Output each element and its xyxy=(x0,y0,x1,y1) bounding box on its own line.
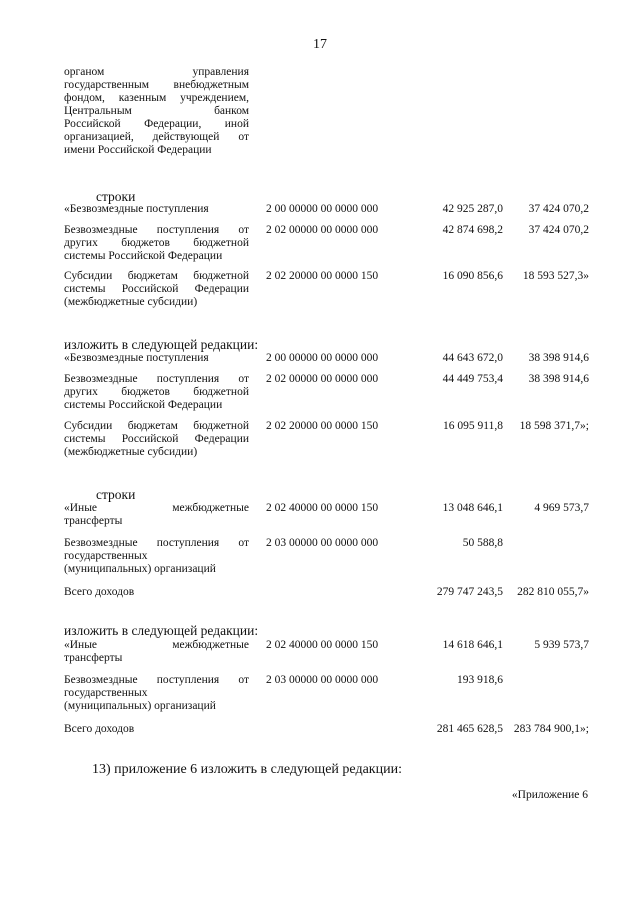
row-name-line: Безвозмездные поступления от xyxy=(64,537,249,549)
row-value-2: 37 424 070,2 xyxy=(528,224,589,236)
row-name-line: (межбюджетные субсидии) xyxy=(64,446,198,458)
row-name xyxy=(64,224,249,263)
row-value-2: 38 398 914,6 xyxy=(528,352,589,364)
continuation-line: государственным внебюджетным xyxy=(64,79,249,91)
appendix-label: «Приложение 6 xyxy=(511,789,588,801)
row-code: 2 02 20000 00 0000 150 xyxy=(266,270,379,282)
section-heading: изложить в следующей редакции: xyxy=(64,337,259,352)
row-name xyxy=(64,502,249,528)
row-name-line: Всего доходов xyxy=(64,723,135,735)
row-name-line: системы Российской Федерации xyxy=(64,433,249,445)
section-heading: строки xyxy=(96,487,136,502)
row-name-line: «Иные межбюджетные xyxy=(64,639,249,651)
row-code: 2 03 00000 00 0000 000 xyxy=(266,537,379,549)
row-name-line: «Безвозмездные поступления xyxy=(64,203,209,215)
row-value-2: 18 598 371,7»; xyxy=(519,420,589,432)
continuation-text xyxy=(64,66,249,157)
row-name-line: Безвозмездные поступления от xyxy=(64,373,249,385)
row-value-2: 283 784 900,1»; xyxy=(513,723,589,735)
row-name-line: (муниципальных) организаций xyxy=(64,700,216,712)
row-value-1: 44 643 672,0 xyxy=(442,352,503,364)
row-value-1: 279 747 243,5 xyxy=(436,586,503,598)
row-name xyxy=(64,537,249,576)
row-name-line: Субсидии бюджетам бюджетной xyxy=(64,420,249,432)
row-value-2: 5 939 573,7 xyxy=(534,639,589,651)
row-value-2: 37 424 070,2 xyxy=(528,203,589,215)
row-name-line: трансферты xyxy=(64,652,123,664)
continuation-line: органом управления xyxy=(64,66,249,78)
row-name xyxy=(64,723,249,736)
row-name-line: Субсидии бюджетам бюджетной xyxy=(64,270,249,282)
row-name-line: системы Российской Федерации xyxy=(64,399,223,411)
row-name xyxy=(64,674,249,713)
section-heading: строки xyxy=(96,189,136,204)
row-name xyxy=(64,203,249,216)
row-value-1: 16 090 856,6 xyxy=(442,270,503,282)
row-name-line: «Иные межбюджетные xyxy=(64,502,249,514)
row-code: 2 00 00000 00 0000 000 xyxy=(266,203,379,215)
row-name-line: Безвозмездные поступления от xyxy=(64,224,249,236)
row-value-1: 13 048 646,1 xyxy=(442,502,503,514)
row-code: 2 02 00000 00 0000 000 xyxy=(266,224,379,236)
row-name xyxy=(64,420,249,459)
row-name-line: государственных xyxy=(64,550,148,562)
section-heading: изложить в следующей редакции: xyxy=(64,623,259,638)
row-name-line: трансферты xyxy=(64,515,123,527)
row-value-1: 14 618 646,1 xyxy=(442,639,503,651)
row-name xyxy=(64,586,249,599)
row-name xyxy=(64,639,249,665)
row-value-1: 281 465 628,5 xyxy=(436,723,503,735)
row-code: 2 00 00000 00 0000 000 xyxy=(266,352,379,364)
row-value-2: 18 593 527,3» xyxy=(522,270,589,282)
row-code: 2 03 00000 00 0000 000 xyxy=(266,674,379,686)
row-name xyxy=(64,352,249,365)
row-code: 2 02 40000 00 0000 150 xyxy=(266,502,379,514)
row-name xyxy=(64,373,249,412)
page-number: 17 xyxy=(313,37,327,52)
continuation-line: Российской Федерации, иной xyxy=(64,118,249,130)
row-value-1: 50 588,8 xyxy=(462,537,503,549)
row-name-line: «Безвозмездные поступления xyxy=(64,352,209,364)
row-name-line: Всего доходов xyxy=(64,586,135,598)
row-name-line: (межбюджетные субсидии) xyxy=(64,296,198,308)
row-code: 2 02 20000 00 0000 150 xyxy=(266,420,379,432)
row-name-line: государственных xyxy=(64,687,148,699)
row-name xyxy=(64,270,249,309)
row-value-1: 42 925 287,0 xyxy=(442,203,503,215)
continuation-line: Центральным банком xyxy=(64,105,249,117)
row-value-2: 4 969 573,7 xyxy=(534,502,589,514)
row-name-line: других бюджетов бюджетной xyxy=(64,237,249,249)
row-value-1: 44 449 753,4 xyxy=(442,373,503,385)
row-value-1: 193 918,6 xyxy=(457,674,503,686)
row-name-line: (муниципальных) организаций xyxy=(64,563,216,575)
row-value-2: 282 810 055,7» xyxy=(517,586,589,598)
row-value-1: 42 874 698,2 xyxy=(442,224,503,236)
row-name-line: Безвозмездные поступления от xyxy=(64,674,249,686)
row-value-2: 38 398 914,6 xyxy=(528,373,589,385)
row-code: 2 02 00000 00 0000 000 xyxy=(266,373,379,385)
continuation-line: фондом, казенным учреждением, xyxy=(64,92,249,104)
row-name-line: системы Российской Федерации xyxy=(64,283,249,295)
row-value-1: 16 095 911,8 xyxy=(443,420,503,432)
row-code: 2 02 40000 00 0000 150 xyxy=(266,639,379,651)
row-name-line: системы Российской Федерации xyxy=(64,250,223,262)
row-name-line: других бюджетов бюджетной xyxy=(64,386,249,398)
continuation-line: имени Российской Федерации xyxy=(64,144,212,156)
paragraph-13: 13) приложение 6 изложить в следующей редакции: xyxy=(92,762,402,777)
continuation-line: организацией, действующей от xyxy=(64,131,249,143)
